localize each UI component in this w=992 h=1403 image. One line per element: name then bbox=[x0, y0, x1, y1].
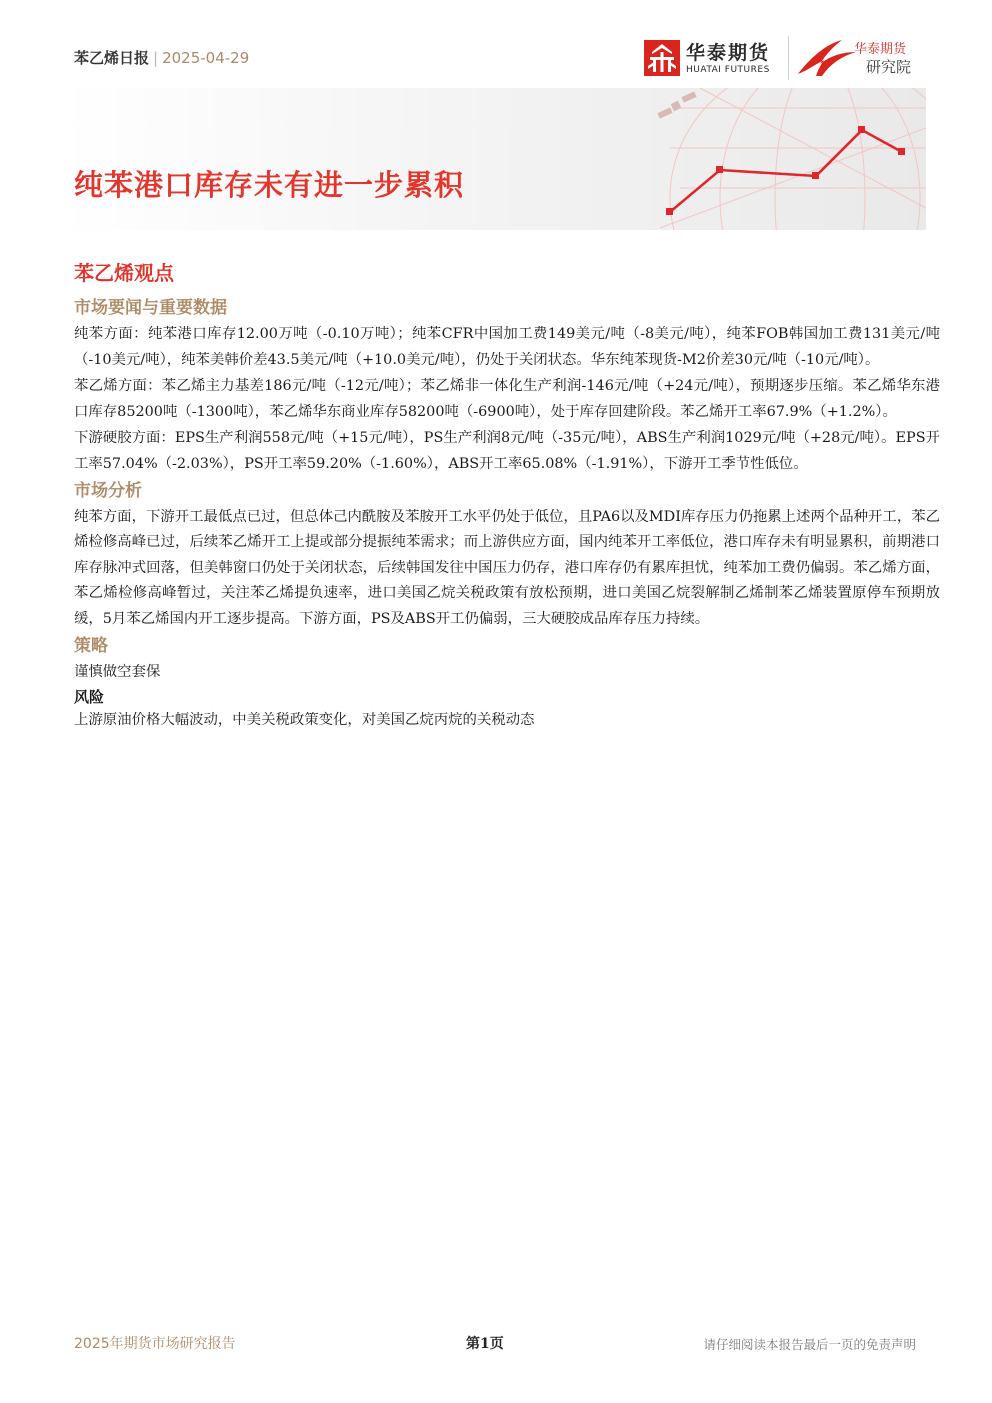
logo-name-zh: 华泰期货 bbox=[686, 42, 771, 64]
report-name: 苯乙烯日报 bbox=[74, 49, 150, 67]
header-separator: | bbox=[153, 49, 159, 67]
risk-heading: 风险 bbox=[74, 688, 105, 707]
research-institute-logo bbox=[796, 36, 922, 80]
title-banner-graphic bbox=[60, 88, 926, 230]
risk-text: 上游原油价格大幅波动，中美关税政策变化，对美国乙烷丙烷的关税动态 bbox=[74, 712, 535, 729]
logo-name-en: HUATAI FUTURES bbox=[686, 65, 770, 75]
report-body bbox=[74, 258, 940, 735]
news-heading: 市场要闻与重要数据 bbox=[74, 298, 227, 318]
news-paragraph-styrene: 苯乙烯方面：苯乙烯主力基差186元/吨（-12元/吨）；苯乙烯非一体化生产利润-146元/吨（+24元/吨），预期逐步压缩。苯乙烯华东港口库存85200吨（-1300吨），苯乙烯华东商业库存58200吨（-6900吨），处于库存回建阶段。苯乙烯开工率67.9%（+1.2%）。 bbox=[74, 378, 940, 420]
section-heading: 苯乙烯观点 bbox=[74, 261, 174, 285]
strategy-heading: 策略 bbox=[74, 635, 108, 656]
footer-disclaimer-note: 请仔细阅读本报告最后一页的免责声明 bbox=[703, 1337, 916, 1352]
page-number: 第1页 bbox=[466, 1336, 504, 1352]
strategy-text: 谨慎做空套保 bbox=[74, 663, 161, 680]
footer-report-series: 2025年期货市场研究报告 bbox=[74, 1336, 236, 1352]
page-title: 纯苯港口库存未有进一步累积 bbox=[74, 168, 465, 202]
institute-line1: 华泰期货 bbox=[854, 42, 907, 57]
institute-swoosh-icon bbox=[796, 36, 858, 78]
report-header bbox=[74, 46, 249, 70]
analysis-paragraph: 纯苯方面，下游开工最低点已过，但总体己内酰胺及苯胺开工水平仍处于低位，且PA6以及MDI库存压力仍拖累上述两个品种开工，苯乙烯检修高峰已过，后续苯乙烯开工上提或部分提振纯苯需求；而上游供应方面，国内纯苯开工率低位，港口库存未有明显累积，前期港口库存脉冲式回落，但美韩窗口仍处于关闭状态，后续韩国发往中国压力仍存，港口库存仍有累库担忧，纯苯加工费仍偏弱。苯乙烯方面，苯乙烯检修高峰暂过，关注苯乙烯提负速率，进口美国乙烷关税政策有放松预期，进口美国乙烷裂解制乙烯制苯乙烯装置原停车预期放缓，5月苯乙烯国内开工逐步提高。下游方面，PS及ABS开工仍偏弱，三大硬胶成品库存压力持续。 bbox=[74, 508, 940, 627]
huatai-emblem-icon bbox=[644, 40, 680, 76]
logo-divider bbox=[788, 36, 789, 80]
report-date: 2025-04-29 bbox=[162, 49, 250, 67]
institute-line2: 研究院 bbox=[866, 58, 912, 76]
news-paragraph-downstream: 下游硬胶方面：EPS生产利润558元/吨（+15元/吨），PS生产利润8元/吨（-35元/吨），ABS生产利润1029元/吨（+28元/吨）。EPS开工率57.04%（-2.03%），PS开工率59.20%（-1.60%），ABS开工率65.08%（-1.91%），下游开工季节性低位。 bbox=[74, 430, 940, 472]
news-paragraph-benzene: 纯苯方面：纯苯港口库存12.00万吨（-0.10万吨）；纯苯CFR中国加工费149美元/吨（-8美元/吨），纯苯FOB韩国加工费131美元/吨（-10美元/吨），纯苯美韩价差43.5美元/吨（+10.0美元/吨），仍处于关闭状态。华东纯苯现货-M2价差30元/吨（-10元/吨）。 bbox=[74, 326, 940, 368]
huatai-logo bbox=[644, 38, 784, 78]
analysis-heading: 市场分析 bbox=[74, 480, 142, 501]
